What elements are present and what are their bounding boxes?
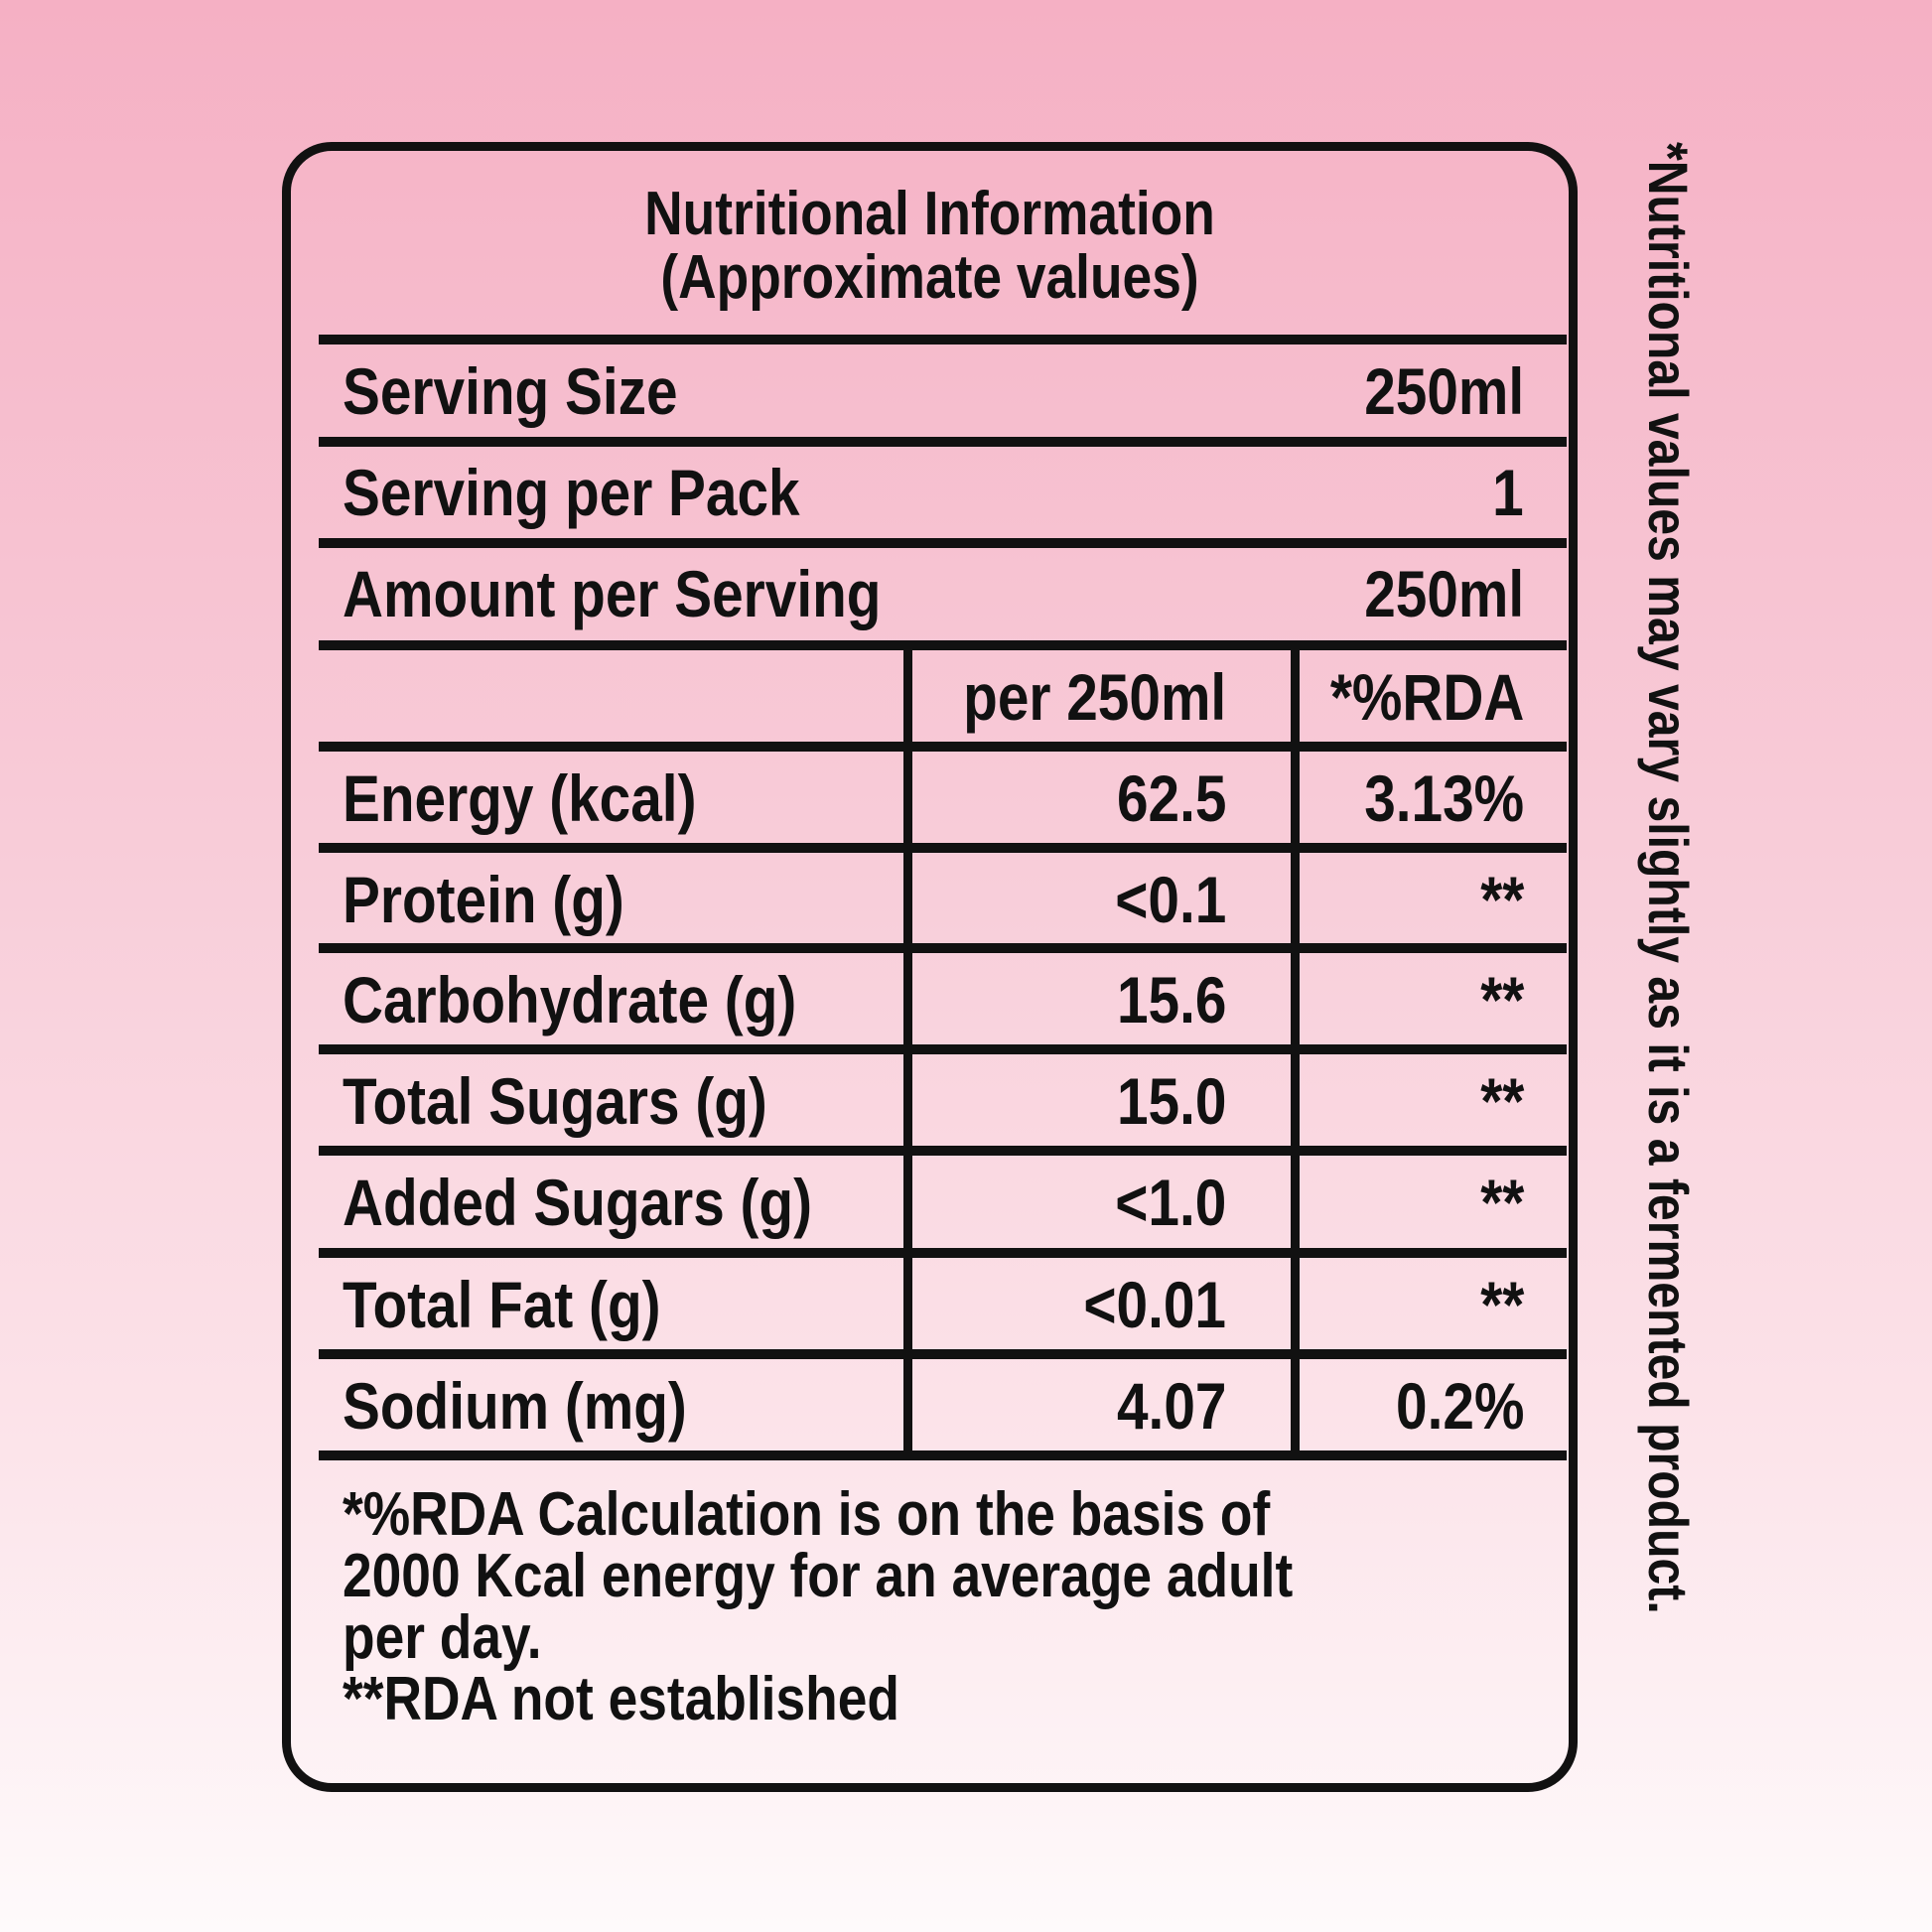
divider-rule xyxy=(319,640,1567,650)
divider-rule xyxy=(319,437,1567,447)
divider-rule xyxy=(319,1349,1567,1359)
footnote-line: per day. xyxy=(343,1603,542,1672)
rda-footnote xyxy=(343,1480,1294,1733)
serving-per-pack-label: Serving per Pack xyxy=(343,456,800,529)
nutrient-label: Total Sugars (g) xyxy=(343,1064,767,1138)
divider-rule xyxy=(319,1146,1567,1156)
nutrient-label: Protein (g) xyxy=(343,863,624,936)
panel-title xyxy=(380,180,1479,312)
nutrient-label: Sodium (mg) xyxy=(343,1369,687,1443)
side-disclaimer-text: *Nutritional values may vary slightly as it is a fermented product. xyxy=(1637,142,1700,1614)
amount-per-serving-value: 250ml xyxy=(1364,557,1524,630)
side-disclaimer xyxy=(1637,142,1700,1614)
nutrient-rda-value: ** xyxy=(1479,1166,1524,1239)
nutrient-rda-value: ** xyxy=(1479,1064,1524,1138)
title-line-2: (Approximate values) xyxy=(660,243,1199,312)
nutrient-rda-value: ** xyxy=(1479,1268,1524,1341)
divider-rule xyxy=(319,1450,1567,1460)
divider-rule xyxy=(319,843,1567,853)
nutrient-rda-value: 3.13% xyxy=(1364,761,1524,835)
nutrition-panel xyxy=(282,142,1578,1792)
nutrient-label: Energy (kcal) xyxy=(343,761,697,835)
title-line-1: Nutritional Information xyxy=(644,180,1215,248)
divider-rule xyxy=(319,943,1567,953)
serving-size-value: 250ml xyxy=(1364,354,1524,428)
nutrient-per-value: <0.1 xyxy=(1114,863,1226,936)
divider-rule xyxy=(319,1044,1567,1054)
amount-per-serving-label: Amount per Serving xyxy=(343,557,882,630)
nutrient-label: Carbohydrate (g) xyxy=(343,963,797,1036)
footnote-line: **RDA not established xyxy=(343,1665,899,1733)
serving-size-label: Serving Size xyxy=(343,354,678,428)
footnote-line: 2000 Kcal energy for an average adult xyxy=(343,1542,1294,1610)
nutrient-per-value: 15.6 xyxy=(1116,963,1226,1036)
serving-per-pack-value: 1 xyxy=(1492,456,1524,529)
column-divider xyxy=(903,645,912,1455)
nutrient-label: Added Sugars (g) xyxy=(343,1166,813,1239)
nutrient-per-value: 15.0 xyxy=(1116,1064,1226,1138)
nutrient-per-value: 4.07 xyxy=(1116,1369,1226,1443)
nutrient-per-value: <1.0 xyxy=(1114,1166,1226,1239)
nutrient-label: Total Fat (g) xyxy=(343,1268,661,1341)
nutrient-rda-value: ** xyxy=(1479,963,1524,1036)
nutrient-rda-value: ** xyxy=(1479,863,1524,936)
divider-rule xyxy=(319,538,1567,548)
column-header-per: per 250ml xyxy=(962,660,1226,734)
divider-rule xyxy=(319,1248,1567,1258)
divider-rule xyxy=(319,742,1567,752)
nutrient-per-value: 62.5 xyxy=(1116,761,1226,835)
divider-rule xyxy=(319,335,1567,345)
nutrient-per-value: <0.01 xyxy=(1083,1268,1226,1341)
nutrient-rda-value: 0.2% xyxy=(1395,1369,1524,1443)
column-divider xyxy=(1291,645,1300,1455)
column-header-rda: *%RDA xyxy=(1329,660,1524,734)
footnote-line: *%RDA Calculation is on the basis of xyxy=(343,1480,1271,1549)
